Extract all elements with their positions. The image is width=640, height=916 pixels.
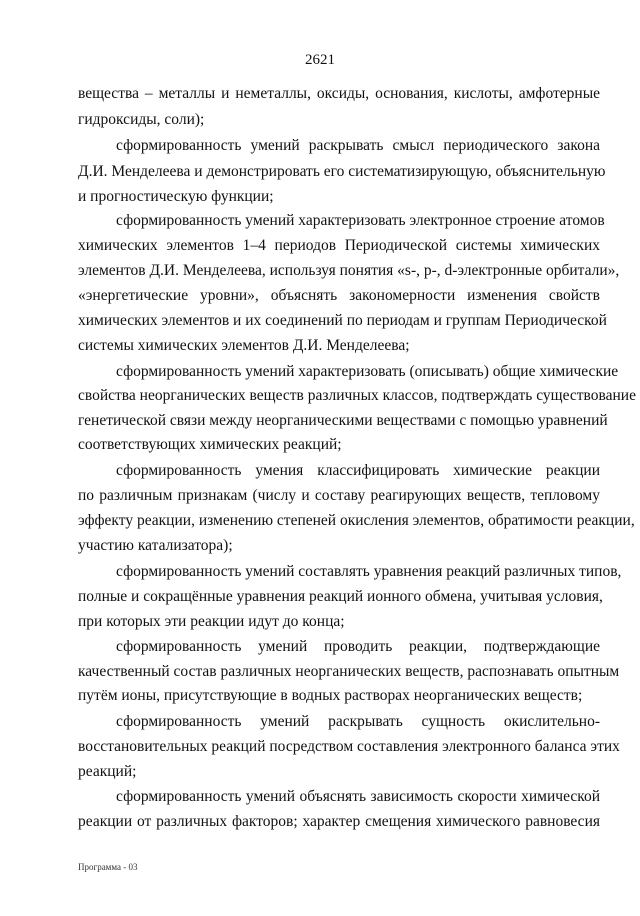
text-line: сформированность умений проводить реакции, подтверждающие [116,638,600,655]
text-line: качественный состав различных неорганических веществ, распознавать опытным [78,663,620,680]
text-line: сформированность умений характеризовать (описывать) общие химические [116,363,619,380]
text-line: эффекту реакции, изменению степеней окисления элементов, обратимости реакции, [78,512,635,529]
text-line: гидроксиды, соли); [78,111,205,128]
text-line: полные и сокращённые уравнения реакций ионного обмена, учитывая условия, [78,588,603,605]
text-line: путём ионы, присутствующие в водных растворах неорганических веществ; [78,687,583,704]
text-line: по различным признакам (числу и составу реагирующих веществ, тепловому [78,487,600,504]
text-line: сформированность умений объяснять зависимость скорости химической [116,788,600,805]
text-line: вещества – металлы и неметаллы, оксиды, основания, кислоты, амфотерные [78,85,600,102]
text-line: химических элементов и их соединений по периодам и группам Периодической [78,312,607,329]
text-line: элементов Д.И. Менделеева, используя понятия «s-, p-, d-электронные орбитали», [78,262,620,279]
text-line: «энергетические уровни», объяснять закономерности изменения свойств [78,287,600,304]
text-line: соответствующих химических реакций; [78,436,342,453]
page-number: 2621 [305,52,335,68]
text-line: Д.И. Менделеева и демонстрировать его систематизирующую, объяснительную [78,163,606,180]
text-line: сформированность умения классифицировать химические реакции [116,462,600,479]
text-line: свойства неорганических веществ различных классов, подтверждать существование [78,387,636,404]
text-line: сформированность умений составлять уравнения реакций различных типов, [116,563,622,580]
text-line: при которых эти реакции идут до конца; [78,613,345,630]
text-line: реакции от различных факторов; характер смещения химического равновесия [78,813,600,830]
text-line: участию катализатора); [78,537,233,554]
text-line: системы химических элементов Д.И. Менделеева; [78,337,410,354]
text-line: реакций; [78,763,137,780]
text-line: и прогностическую функции; [78,188,274,205]
text-line: сформированность умений раскрывать сущность окислительно- [116,713,600,730]
text-line: сформированность умений характеризовать электронное строение атомов [116,212,605,229]
text-line: генетической связи между неорганическими веществами с помощью уравнений [78,412,608,429]
text-line: сформированность умений раскрывать смысл периодического закона [116,137,600,154]
text-line: химических элементов 1–4 периодов Периодической системы химических [78,237,600,254]
text-line: восстановительных реакций посредством составления электронного баланса этих [78,738,620,755]
footer-label: Программа - 03 [78,862,138,872]
